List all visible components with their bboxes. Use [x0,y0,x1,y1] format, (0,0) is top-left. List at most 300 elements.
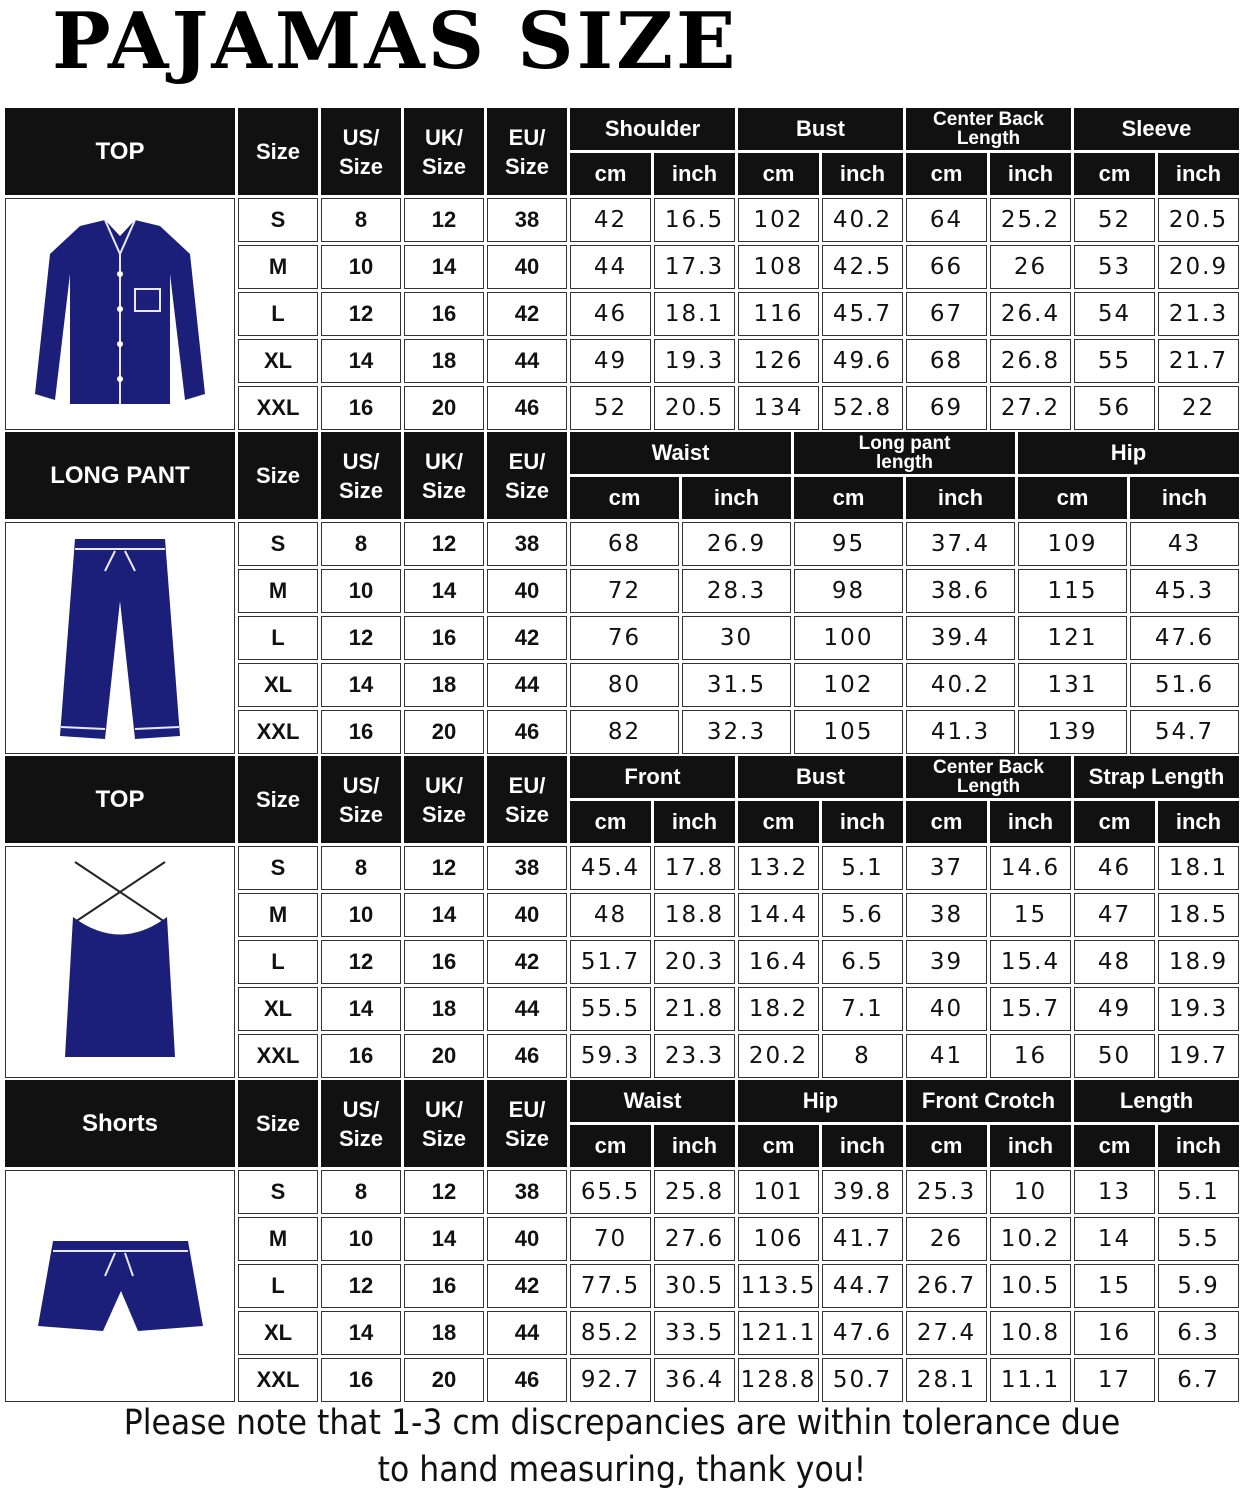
header-eu: EU/ Size [487,756,567,843]
header-size: Size [238,108,318,195]
measure-cell: 6.7 [1158,1358,1239,1402]
header-group: Bust [738,756,903,798]
size-cell: 18 [404,339,484,383]
measure-cell: 48 [570,893,651,937]
size-cell: 46 [487,386,567,430]
size-cell: XXL [238,1034,318,1078]
measure-cell: 18.1 [654,292,735,336]
size-cell: 18 [404,663,484,707]
measure-cell: 52.8 [822,386,903,430]
header-group: Front Crotch [906,1080,1071,1122]
size-cell: 46 [487,1034,567,1078]
section-title: Shorts [5,1080,235,1167]
measure-cell: 20.3 [654,940,735,984]
size-cell: XXL [238,1358,318,1402]
size-cell: 12 [404,198,484,242]
measure-cell: 109 [1018,522,1127,566]
measure-cell: 44 [570,245,651,289]
size-cell: 38 [487,198,567,242]
header-group: Shoulder [570,108,735,150]
measure-cell: 51.6 [1130,663,1239,707]
page-title: PAJAMAS SIZE [52,0,739,87]
header-uk: UK/ Size [404,756,484,843]
measure-cell: 52 [1074,198,1155,242]
measure-cell: 113.5 [738,1264,819,1308]
size-cell: 12 [321,616,401,660]
header-unit-inch: inch [822,801,903,843]
size-cell: 14 [321,339,401,383]
header-unit-inch: inch [654,153,735,195]
section-4 [5,1080,1239,1402]
measure-cell: 18.5 [1158,893,1239,937]
measure-cell: 7.1 [822,987,903,1031]
measure-cell: 42.5 [822,245,903,289]
measure-cell: 20.9 [1158,245,1239,289]
measure-cell: 13 [1074,1170,1155,1214]
header-us: US/ Size [321,1080,401,1167]
size-cell: 42 [487,940,567,984]
measure-cell: 55 [1074,339,1155,383]
measure-cell: 28.3 [682,569,791,613]
measure-cell: 56 [1074,386,1155,430]
size-cell: 14 [404,893,484,937]
header-eu: EU/ Size [487,1080,567,1167]
section-title: LONG PANT [5,432,235,519]
header-unit-inch: inch [654,801,735,843]
header-group: Center Back Length [906,756,1071,798]
measure-cell: 21.8 [654,987,735,1031]
header-us: US/ Size [321,108,401,195]
measure-cell: 27.2 [990,386,1071,430]
measure-cell: 39.4 [906,616,1015,660]
size-cell: 18 [404,1311,484,1355]
size-cell: 38 [487,846,567,890]
measure-cell: 101 [738,1170,819,1214]
header-unit-cm: cm [570,1125,651,1167]
size-cell: S [238,1170,318,1214]
measure-cell: 17 [1074,1358,1155,1402]
size-cell: 38 [487,1170,567,1214]
size-cell: 14 [404,569,484,613]
size-cell: 8 [321,846,401,890]
size-cell: 40 [487,893,567,937]
measure-cell: 27.4 [906,1311,987,1355]
measure-cell: 41 [906,1034,987,1078]
measure-cell: 121 [1018,616,1127,660]
note-line-2: to hand measuring, thank you! [377,1450,867,1490]
size-cell: 42 [487,1264,567,1308]
measure-cell: 26.7 [906,1264,987,1308]
measure-cell: 72 [570,569,679,613]
header-unit-inch: inch [906,477,1015,519]
measure-cell: 45.3 [1130,569,1239,613]
measure-cell: 48 [1074,940,1155,984]
size-cell: 10 [321,1217,401,1261]
measure-cell: 16.4 [738,940,819,984]
size-cell: 46 [487,1358,567,1402]
size-cell: XL [238,987,318,1031]
size-cell: L [238,292,318,336]
header-unit-cm: cm [906,153,987,195]
measure-cell: 26.4 [990,292,1071,336]
measure-cell: 27.6 [654,1217,735,1261]
measure-cell: 38 [906,893,987,937]
measure-cell: 8 [822,1034,903,1078]
size-cell: 12 [404,846,484,890]
measure-cell: 5.6 [822,893,903,937]
measure-cell: 45.7 [822,292,903,336]
size-cell: M [238,1217,318,1261]
measure-cell: 18.2 [738,987,819,1031]
measure-cell: 19.7 [1158,1034,1239,1078]
measure-cell: 26.8 [990,339,1071,383]
size-cell: XL [238,663,318,707]
header-size: Size [238,1080,318,1167]
measure-cell: 37 [906,846,987,890]
measure-cell: 38.6 [906,569,1015,613]
header-unit-cm: cm [570,153,651,195]
measure-cell: 14.6 [990,846,1071,890]
header-unit-inch: inch [1158,801,1239,843]
header-group: Hip [738,1080,903,1122]
size-cell: XL [238,339,318,383]
measure-cell: 49 [570,339,651,383]
header-us: US/ Size [321,756,401,843]
measure-cell: 68 [906,339,987,383]
header-unit-cm: cm [738,153,819,195]
header-group: Long pant length [794,432,1015,474]
measure-cell: 33.5 [654,1311,735,1355]
measure-cell: 95 [794,522,903,566]
measure-cell: 11.1 [990,1358,1071,1402]
measure-cell: 69 [906,386,987,430]
header-unit-cm: cm [570,477,679,519]
camisole-icon [5,846,235,1078]
measure-cell: 98 [794,569,903,613]
measure-cell: 14.4 [738,893,819,937]
measure-cell: 15.7 [990,987,1071,1031]
measure-cell: 31.5 [682,663,791,707]
header-group: Waist [570,1080,735,1122]
size-cell: 10 [321,893,401,937]
measure-cell: 76 [570,616,679,660]
long-pants-icon-graphic [45,531,195,746]
measure-cell: 116 [738,292,819,336]
measure-cell: 47.6 [1130,616,1239,660]
measure-cell: 10.2 [990,1217,1071,1261]
measure-cell: 5.5 [1158,1217,1239,1261]
size-cell: 16 [321,386,401,430]
measure-cell: 30.5 [654,1264,735,1308]
size-cell: 44 [487,339,567,383]
measure-cell: 106 [738,1217,819,1261]
size-cell: M [238,245,318,289]
header-eu: EU/ Size [487,108,567,195]
measure-cell: 47.6 [822,1311,903,1355]
measure-cell: 20.5 [1158,198,1239,242]
measure-cell: 21.3 [1158,292,1239,336]
header-unit-inch: inch [822,153,903,195]
header-group: Center Back Length [906,108,1071,150]
measure-cell: 10.5 [990,1264,1071,1308]
header-group: Front [570,756,735,798]
measure-cell: 49.6 [822,339,903,383]
measure-cell: 26.9 [682,522,791,566]
header-unit-inch: inch [822,1125,903,1167]
measure-cell: 13.2 [738,846,819,890]
measure-cell: 68 [570,522,679,566]
header-unit-cm: cm [906,1125,987,1167]
camisole-icon-graphic [45,857,195,1067]
measure-cell: 54 [1074,292,1155,336]
size-cell: 8 [321,198,401,242]
measure-cell: 46 [1074,846,1155,890]
size-cell: 14 [321,663,401,707]
size-cell: 46 [487,710,567,754]
measure-cell: 18.1 [1158,846,1239,890]
measure-cell: 46 [570,292,651,336]
header-group: Length [1074,1080,1239,1122]
size-cell: 44 [487,663,567,707]
measure-cell: 15 [990,893,1071,937]
measure-cell: 5.9 [1158,1264,1239,1308]
header-unit-inch: inch [1158,1125,1239,1167]
header-unit-cm: cm [570,801,651,843]
measure-cell: 70 [570,1217,651,1261]
measure-cell: 15 [1074,1264,1155,1308]
measure-cell: 36.4 [654,1358,735,1402]
size-cell: M [238,893,318,937]
measure-cell: 52 [570,386,651,430]
measure-cell: 39.8 [822,1170,903,1214]
size-cell: 10 [321,245,401,289]
measure-cell: 5.1 [822,846,903,890]
measure-cell: 59.3 [570,1034,651,1078]
header-unit-cm: cm [1018,477,1127,519]
header-unit-cm: cm [1074,1125,1155,1167]
measure-cell: 77.5 [570,1264,651,1308]
measure-cell: 108 [738,245,819,289]
long-sleeve-shirt-icon [5,198,235,430]
measure-cell: 20.5 [654,386,735,430]
measure-cell: 6.5 [822,940,903,984]
measure-cell: 43 [1130,522,1239,566]
header-unit-inch: inch [654,1125,735,1167]
header-eu: EU/ Size [487,432,567,519]
measure-cell: 100 [794,616,903,660]
measure-cell: 15.4 [990,940,1071,984]
header-unit-cm: cm [794,477,903,519]
size-cell: 16 [404,1264,484,1308]
size-cell: 40 [487,245,567,289]
section-1 [5,108,1239,430]
measure-cell: 80 [570,663,679,707]
size-cell: L [238,1264,318,1308]
measure-cell: 25.2 [990,198,1071,242]
header-unit-inch: inch [990,1125,1071,1167]
measure-cell: 16 [1074,1311,1155,1355]
measure-cell: 26 [990,245,1071,289]
long-pants-icon [5,522,235,754]
section-title: TOP [5,756,235,843]
measure-cell: 21.7 [1158,339,1239,383]
size-cell: L [238,616,318,660]
measure-cell: 10 [990,1170,1071,1214]
size-cell: S [238,198,318,242]
measure-cell: 128.8 [738,1358,819,1402]
size-cell: 14 [321,987,401,1031]
measure-cell: 41.3 [906,710,1015,754]
measure-cell: 50 [1074,1034,1155,1078]
header-unit-cm: cm [738,801,819,843]
size-cell: L [238,940,318,984]
measure-cell: 47 [1074,893,1155,937]
measure-cell: 49 [1074,987,1155,1031]
long-sleeve-shirt-icon-graphic [25,214,215,414]
size-cell: 44 [487,987,567,1031]
measure-cell: 23.3 [654,1034,735,1078]
measure-cell: 37.4 [906,522,1015,566]
measure-cell: 16.5 [654,198,735,242]
measure-cell: 45.4 [570,846,651,890]
header-unit-cm: cm [906,801,987,843]
shorts-icon [5,1170,235,1402]
measure-cell: 20.2 [738,1034,819,1078]
measure-cell: 85.2 [570,1311,651,1355]
size-cell: 10 [321,569,401,613]
header-group: Waist [570,432,791,474]
measure-cell: 17.8 [654,846,735,890]
measure-cell: 16 [990,1034,1071,1078]
measure-cell: 53 [1074,245,1155,289]
size-cell: 40 [487,1217,567,1261]
size-cell: 40 [487,569,567,613]
measure-cell: 139 [1018,710,1127,754]
measure-cell: 19.3 [1158,987,1239,1031]
size-cell: 12 [321,292,401,336]
measure-cell: 40 [906,987,987,1031]
size-cell: 38 [487,522,567,566]
measure-cell: 5.1 [1158,1170,1239,1214]
measure-cell: 41.7 [822,1217,903,1261]
size-cell: XXL [238,710,318,754]
header-group: Hip [1018,432,1239,474]
measure-cell: 131 [1018,663,1127,707]
measure-cell: 14 [1074,1217,1155,1261]
header-unit-cm: cm [738,1125,819,1167]
size-cell: 20 [404,1034,484,1078]
size-cell: 44 [487,1311,567,1355]
measure-cell: 54.7 [1130,710,1239,754]
size-cell: 12 [404,1170,484,1214]
header-unit-inch: inch [1158,153,1239,195]
measure-cell: 65.5 [570,1170,651,1214]
measure-cell: 44.7 [822,1264,903,1308]
size-cell: 16 [404,616,484,660]
tolerance-note [62,1400,1182,1494]
measure-cell: 42 [570,198,651,242]
measure-cell: 17.3 [654,245,735,289]
measure-cell: 40.2 [906,663,1015,707]
measure-cell: 51.7 [570,940,651,984]
header-unit-inch: inch [990,801,1071,843]
measure-cell: 10.8 [990,1311,1071,1355]
size-cell: 14 [321,1311,401,1355]
measure-cell: 19.3 [654,339,735,383]
size-cell: 14 [404,1217,484,1261]
size-cell: XXL [238,386,318,430]
size-cell: 12 [321,940,401,984]
size-cell: 16 [321,1358,401,1402]
measure-cell: 82 [570,710,679,754]
measure-cell: 25.8 [654,1170,735,1214]
note-line-1: Please note that 1-3 cm discrepancies are within tolerance due [123,1403,1121,1443]
size-cell: S [238,522,318,566]
header-size: Size [238,756,318,843]
measure-cell: 102 [738,198,819,242]
measure-cell: 32.3 [682,710,791,754]
measure-cell: 55.5 [570,987,651,1031]
size-cell: XL [238,1311,318,1355]
size-cell: 16 [404,292,484,336]
measure-cell: 25.3 [906,1170,987,1214]
size-cell: 20 [404,1358,484,1402]
measure-cell: 92.7 [570,1358,651,1402]
measure-cell: 39 [906,940,987,984]
header-uk: UK/ Size [404,1080,484,1167]
header-unit-cm: cm [1074,801,1155,843]
size-cell: 16 [321,1034,401,1078]
measure-cell: 64 [906,198,987,242]
measure-cell: 126 [738,339,819,383]
size-cell: 42 [487,292,567,336]
measure-cell: 115 [1018,569,1127,613]
measure-cell: 30 [682,616,791,660]
size-cell: 12 [404,522,484,566]
measure-cell: 22 [1158,386,1239,430]
size-cell: 16 [404,940,484,984]
measure-cell: 67 [906,292,987,336]
section-3 [5,756,1239,1078]
size-cell: 12 [321,1264,401,1308]
measure-cell: 66 [906,245,987,289]
section-title: TOP [5,108,235,195]
header-us: US/ Size [321,432,401,519]
header-group: Bust [738,108,903,150]
header-group: Strap Length [1074,756,1239,798]
header-unit-inch: inch [682,477,791,519]
size-cell: S [238,846,318,890]
measure-cell: 121.1 [738,1311,819,1355]
section-2 [5,432,1239,754]
measure-cell: 134 [738,386,819,430]
size-cell: 8 [321,522,401,566]
size-cell: 42 [487,616,567,660]
measure-cell: 28.1 [906,1358,987,1402]
header-uk: UK/ Size [404,108,484,195]
measure-cell: 105 [794,710,903,754]
header-unit-inch: inch [990,153,1071,195]
measure-cell: 18.8 [654,893,735,937]
header-size: Size [238,432,318,519]
header-unit-inch: inch [1130,477,1239,519]
header-unit-cm: cm [1074,153,1155,195]
size-cell: 14 [404,245,484,289]
measure-cell: 26 [906,1217,987,1261]
size-cell: 16 [321,710,401,754]
size-cell: M [238,569,318,613]
measure-cell: 50.7 [822,1358,903,1402]
